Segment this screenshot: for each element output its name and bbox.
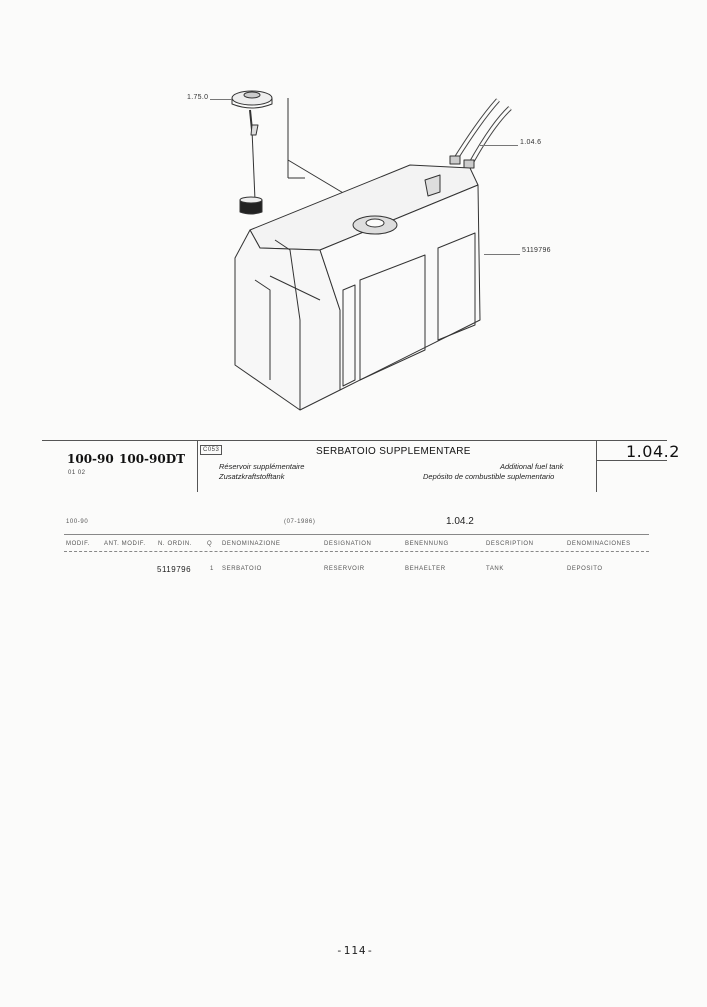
col-description: DESCRIPTION xyxy=(486,541,534,547)
name-spanish: DEPOSITO xyxy=(567,566,603,572)
col-modif: MODIF. xyxy=(66,541,90,547)
table-meta-date: (07-1986) xyxy=(284,519,316,525)
desc-german: Zusatzkraftstofftank xyxy=(219,472,285,481)
col-denominazione: DENOMINAZIONE xyxy=(222,541,281,547)
callout-cap: 1.75.0 xyxy=(187,94,209,101)
desc-french: Réservoir supplémentaire xyxy=(219,462,305,471)
desc-spanish: Depósito de combustible suplementario xyxy=(423,472,555,481)
code-box: C053 xyxy=(200,445,222,455)
col-designation: DESIGNATION xyxy=(324,541,372,547)
page-title: SERBATOIO SUPPLEMENTARE xyxy=(316,446,471,457)
callout-tank: 5119796 xyxy=(522,247,551,254)
leader-line xyxy=(484,254,520,255)
header-divider xyxy=(197,440,198,492)
col-denominaciones: DENOMINACIONES xyxy=(567,541,631,547)
col-qty: Q xyxy=(207,541,213,547)
model-codes: 01 02 xyxy=(68,470,86,476)
model-name-1: 100-90 xyxy=(67,452,114,466)
page-number: -114- xyxy=(336,944,375,957)
desc-english: Additional fuel tank xyxy=(500,462,564,471)
model-name-2: 100-90DT xyxy=(119,452,186,466)
leader-line xyxy=(210,99,232,100)
table-meta-section: 1.04.2 xyxy=(446,516,474,527)
quantity: 1 xyxy=(210,566,214,572)
table-header-rule xyxy=(64,551,649,552)
name-german: BEHAELTER xyxy=(405,566,446,572)
table-rule xyxy=(64,534,649,535)
header-divider xyxy=(596,440,597,492)
col-ant-modif: ANT. MODIF. xyxy=(104,541,146,547)
leader-line xyxy=(480,145,518,146)
callout-hose: 1.04.6 xyxy=(520,139,542,146)
name-english: TANK xyxy=(486,566,504,572)
col-n-ordin: N. ORDIN. xyxy=(158,541,193,547)
table-meta-model: 100-90 xyxy=(66,519,89,525)
section-number: 1.04.2 xyxy=(626,442,680,461)
part-number: 5119796 xyxy=(157,565,192,574)
header-top-rule xyxy=(42,440,667,441)
name-italian: SERBATOIO xyxy=(222,566,262,572)
name-french: RESERVOIR xyxy=(324,566,365,572)
col-benennung: BENENNUNG xyxy=(405,541,449,547)
